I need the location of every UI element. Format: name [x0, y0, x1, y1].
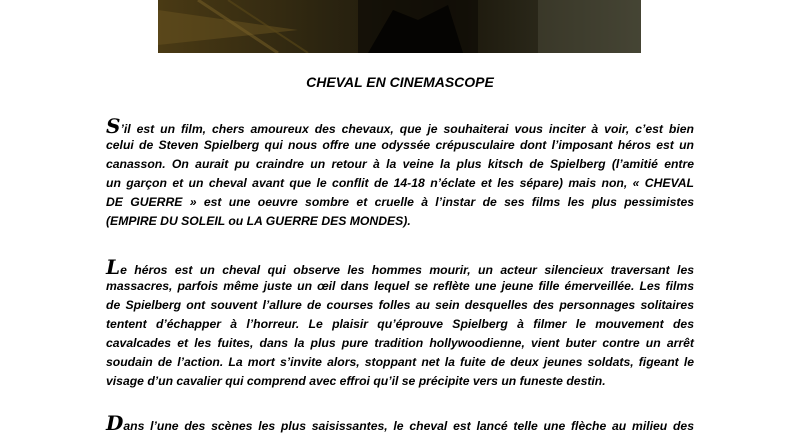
paragraph-3: [106, 411, 694, 435]
text-line: (EMPIRE DU SOLEIL ou LA GUERRE DES MONDES).: [106, 214, 411, 228]
paragraph-2: [106, 255, 694, 391]
text-line: e héros est un cheval qui observe les hommes mourir, un acteur silencieux traversant les: [120, 263, 694, 277]
text-line: ’il est un film, chers amoureux des chevaux, que je souhaiterai vous inciter à voir, c’est bien: [120, 122, 694, 136]
film-still-horse-icon: [158, 0, 641, 53]
film-still-horse-image: [158, 0, 641, 53]
text-line: canasson. On aurait pu craindre un retour à la veine la plus kitsch de Spielberg (l’amitié entre: [106, 157, 694, 171]
text-line: cavalcades et les fuites, dans la plus pure tradition hollywoodienne, vient buter contre un arrêt: [106, 336, 694, 350]
drop-cap: S: [106, 114, 121, 138]
page-title: CHEVAL EN CINEMASCOPE: [306, 74, 494, 90]
text-line: ans l’une des scènes les plus saisissantes, le cheval est lancé telle une flèche au milieu des: [123, 419, 694, 433]
paragraph-1: [106, 114, 694, 231]
text-line: de Spielberg ont souvent l’allure de courses folles au sein desquelles des personnages solitaires: [106, 298, 694, 312]
text-line: massacres, parfois même juste un œil dans lequel se reflète une jeune fille émerveillée. Les films: [106, 279, 694, 293]
text-line: tentent d’échapper à l’horreur. Le plaisir qu’éprouve Spielberg à filmer le mouvement des: [106, 317, 694, 331]
drop-cap: L: [106, 255, 121, 279]
text-line: celui de Steven Spielberg qui nous offre une odyssée crépusculaire dont l’imposant héros est un: [106, 138, 694, 152]
text-line: DE GUERRE » est une oeuvre sombre et cruelle à l’instar de ses films les plus pessimistes: [106, 195, 694, 209]
text-line: soudain de l’action. La mort s’invite alors, stoppant net la fuite de deux jeunes soldats, figeant le: [106, 355, 694, 369]
text-line: un garçon et un cheval avant que le conflit de 14-18 n’éclate et les sépare) mais non, « CHEVAL: [106, 176, 694, 190]
text-line: visage d’un cavalier qui comprend avec effroi qu’il se précipite vers un funeste destin.: [106, 374, 606, 388]
drop-cap: D: [106, 411, 124, 435]
